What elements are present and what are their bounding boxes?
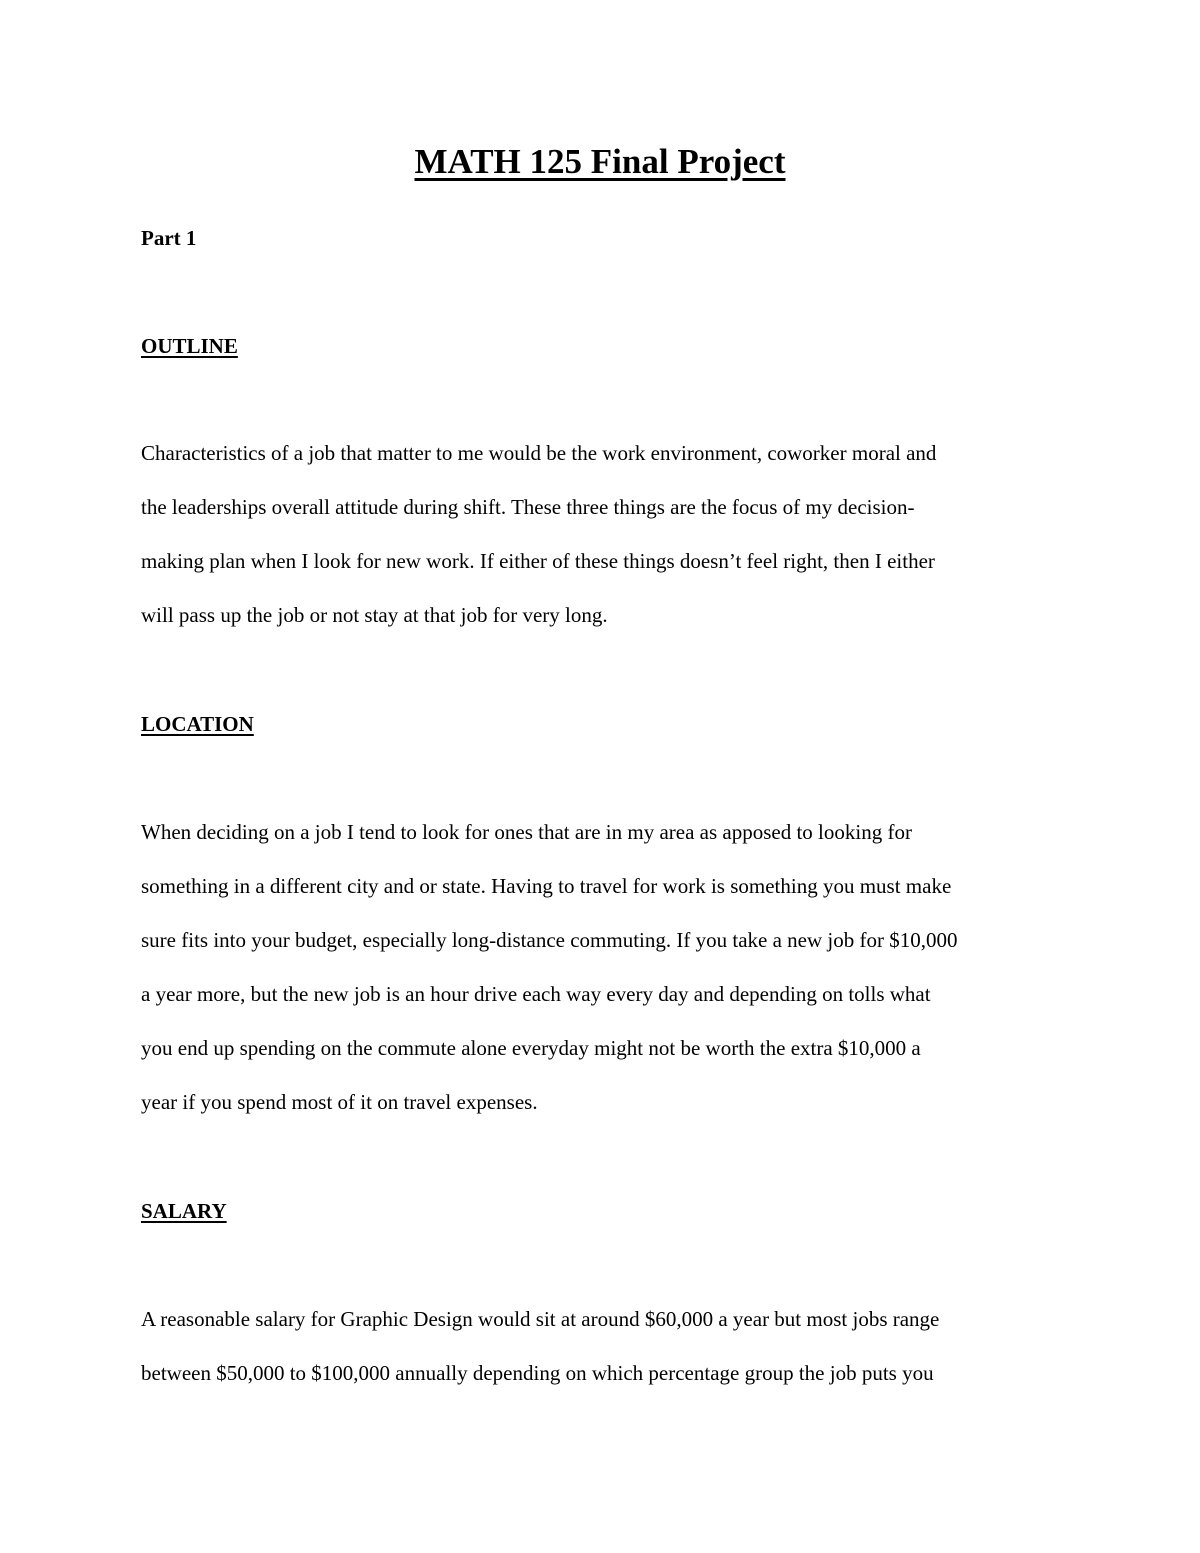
section-heading-salary: SALARY	[141, 1199, 227, 1223]
paragraph-line: the leaderships overall attitude during shift. These three things are the focus of my decision-	[141, 495, 915, 519]
section-paragraph-location	[141, 805, 957, 1129]
section-paragraph-outline	[141, 426, 936, 642]
paragraph-line: A reasonable salary for Graphic Design would sit at around $60,000 a year but most jobs range	[141, 1307, 940, 1331]
section-heading-location: LOCATION	[141, 712, 254, 736]
document-title: MATH 125 Final Project	[414, 142, 786, 181]
paragraph-line: will pass up the job or not stay at that job for very long.	[141, 603, 608, 627]
paragraph-line: something in a different city and or state. Having to travel for work is something you must make	[141, 874, 952, 898]
part-label: Part 1	[141, 226, 197, 250]
paragraph-line: making plan when I look for new work. If either of these things doesn’t feel right, then I either	[141, 549, 935, 573]
section-paragraph-salary	[141, 1292, 939, 1400]
paragraph-line: you end up spending on the commute alone everyday might not be worth the extra $10,000 a	[141, 1036, 921, 1060]
paragraph-line: between $50,000 to $100,000 annually depending on which percentage group the job puts you	[141, 1361, 934, 1385]
section-heading-outline: OUTLINE	[141, 334, 238, 358]
paragraph-line: year if you spend most of it on travel expenses.	[141, 1090, 538, 1114]
paragraph-line: When deciding on a job I tend to look for ones that are in my area as apposed to looking for	[141, 820, 912, 844]
paragraph-line: a year more, but the new job is an hour drive each way every day and depending on tolls what	[141, 982, 931, 1006]
paragraph-line: sure fits into your budget, especially long-distance commuting. If you take a new job for $10,000	[141, 928, 958, 952]
paragraph-line: Characteristics of a job that matter to me would be the work environment, coworker moral and	[141, 441, 937, 465]
